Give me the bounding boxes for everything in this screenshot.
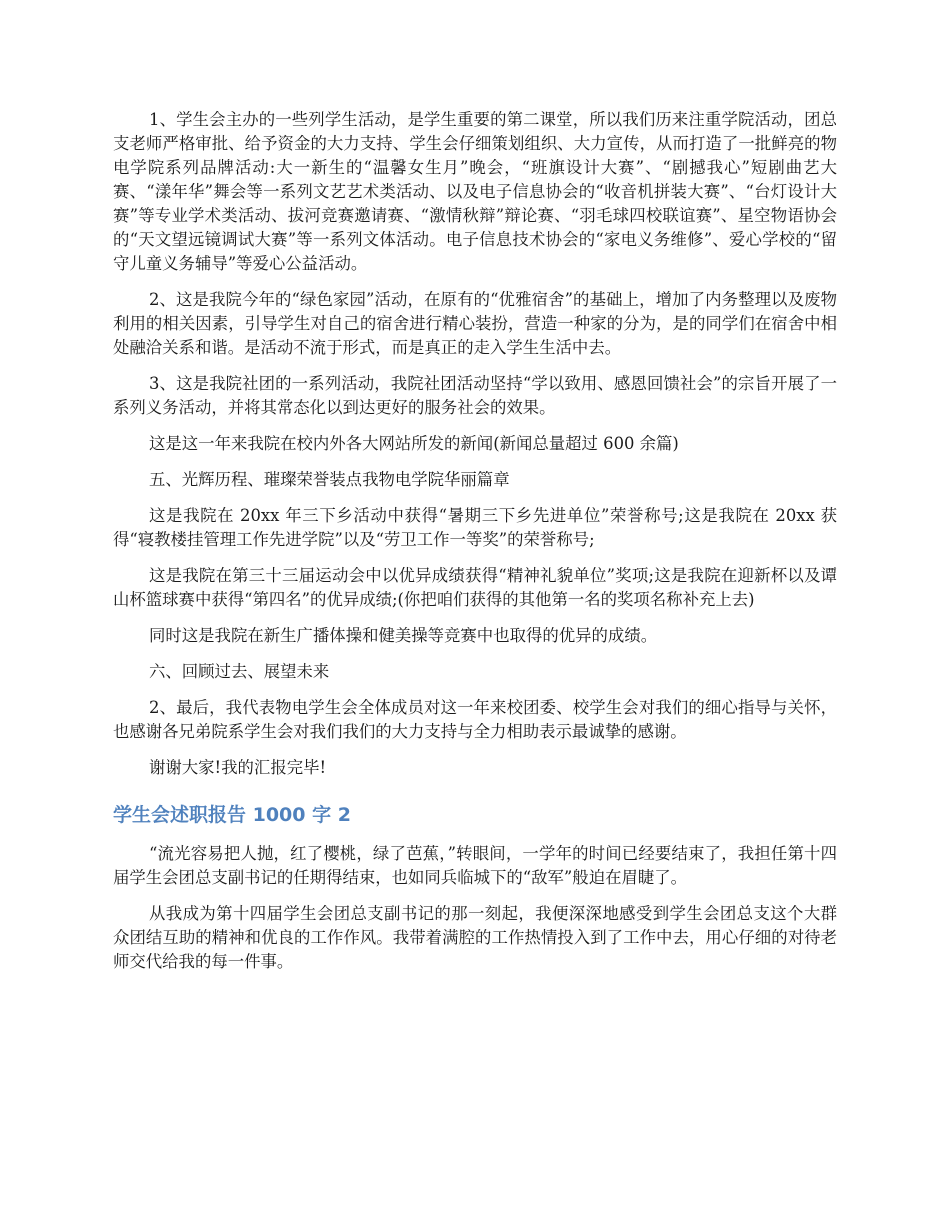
paragraph-news: 这是这一年来我院在校内外各大网站所发的新闻(新闻总量超过 600 余篇) (149, 434, 679, 453)
paragraph-gymnastics: 同时这是我院在新生广播体操和健美操等竞赛中也取得的优异的成绩。 (149, 626, 658, 645)
section-six-title: 六、回顾过去、展望未来 (149, 662, 330, 681)
paragraph-green-home: 2、这是我院今年的“绿色家园”活动，在原有的“优雅宿舍”的基础上，增加了内务整理以及废物利用的相关因素，引导学生对自己的宿舍进行精心装扮，营造一种家的分为，是的同学们在宿舍中相处融洽关系和谐。是活动不流于形式，而是真正的走入学生生活中去。 (113, 290, 837, 357)
paragraph-activities: 1、学生会主办的一些列学生活动，是学生重要的第二课堂，所以我们历来注重学院活动，团总支老师严格审批、给予资金的大力支持、学生会仔细策划组织、大力宣传，从而打造了一批鲜亮的物电学院系列品牌活动:大一新生的“温馨女生月”晚会，“班旗设计大赛”、“剧撼我心”短剧曲艺大赛、“漾年华”舞会等一系列文艺艺术类活动、以及电子信息协会的“收音机拼装大赛”、“台灯设计大赛”等专业学术类活动、拔河竞赛邀请赛、“激情秋辩”辩论赛、“羽毛球四校联谊赛”、星空物语协会的“天文望远镜调试大赛”等一系列文体活动。电子信息技术协会的“家电义务维修”、爱心学校的“留守儿童义务辅导”等爱心公益活动。 (113, 110, 837, 273)
paragraph-intro: “流光容易把人抛，红了樱桃，绿了芭蕉，”转眼间，一学年的时间已经要结束了，我担任第十四届学生会团总支副书记的任期得结束，也如同兵临城下的“敌军”般迫在眉睫了。 (113, 844, 837, 887)
paragraph-thanks: 2、最后，我代表物电学生会全体成员对这一年来校团委、校学生会对我们的细心指导与关怀，也感谢各兄弟院系学生会对我们我们的大力支持与全力相助表示最诚挚的感谢。 (113, 698, 837, 741)
section-heading: 学生会述职报告 1000 字 2 (113, 804, 351, 826)
paragraph-honors: 这是我院在 20xx 年三下乡活动中获得“暑期三下乡先进单位”荣誉称号;这是我院在 20xx 获得“寝教楼挂管理工作先进学院”以及“劳卫工作一等奖”的荣誉称号; (113, 506, 837, 549)
paragraph-closing: 谢谢大家!我的汇报完毕! (149, 758, 327, 777)
paragraph-sports: 这是我院在第三十三届运动会中以优异成绩获得“精神礼貌单位”奖项;这是我院在迎新杯以及谭山杯篮球赛中获得“第四名”的优异成绩;(你把咱们获得的其他第一名的奖项名称补充上去) (113, 566, 837, 609)
section-five-title: 五、光辉历程、璀璨荣誉装点我物电学院华丽篇章 (149, 470, 510, 489)
paragraph-commitment: 从我成为第十四届学生会团总支副书记的那一刻起，我便深深地感受到学生会团总支这个大群众团结互助的精神和优良的工作作风。我带着满腔的工作热情投入到了工作中去，用心仔细的对待老师交代给我的每一件事。 (113, 904, 837, 971)
paragraph-clubs: 3、这是我院社团的一系列活动，我院社团活动坚持“学以致用、感恩回馈社会”的宗旨开展了一系列义务活动，并将其常态化以到达更好的服务社会的效果。 (113, 374, 837, 417)
